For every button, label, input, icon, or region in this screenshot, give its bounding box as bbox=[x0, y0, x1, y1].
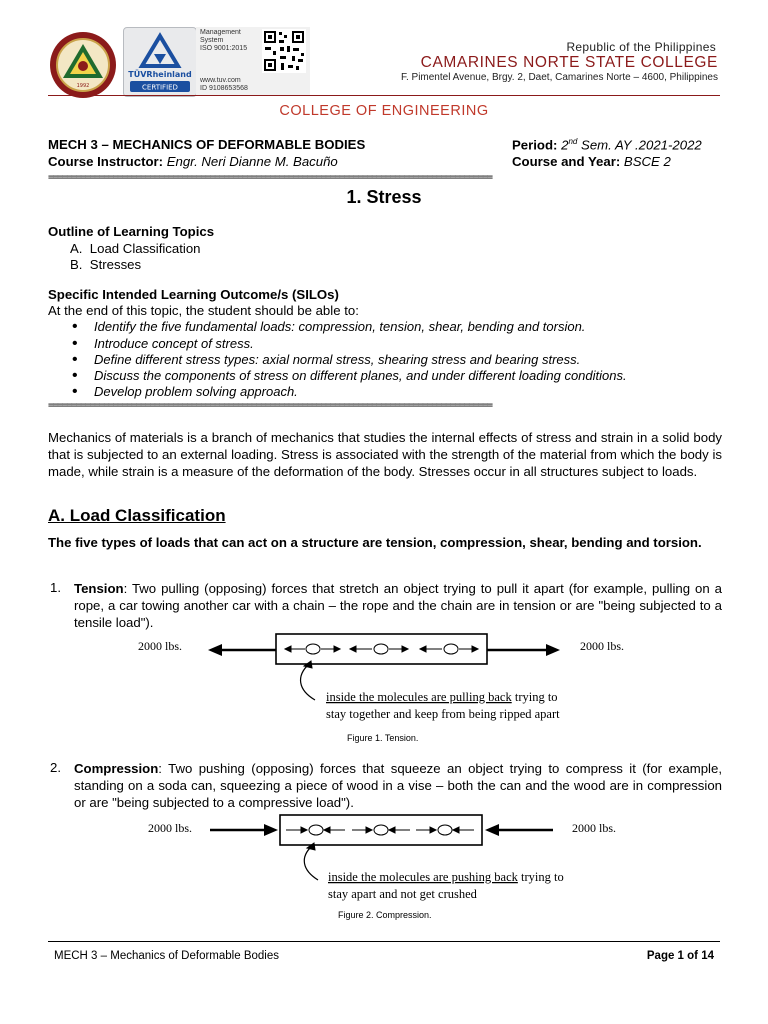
silo-heading: Specific Intended Learning Outcome/s (SILOs) bbox=[48, 287, 339, 302]
list-item-compression: Compression: Two pushing (opposing) forces that squeeze an object trying to compress it (for example, standing on a soda can, squeezing a piece of wood in a vise – both the can and the wood are in compression or are "being subjected to a compressive load"). bbox=[74, 761, 722, 810]
section-lead: The five types of loads that can act on a structure are tension, compression, shear, bending and torsion. bbox=[48, 535, 702, 550]
separator-line: ================================================================================================ bbox=[48, 400, 492, 411]
outline-heading: Outline of Learning Topics bbox=[48, 224, 215, 239]
college-name: CAMARINES NORTE STATE COLLEGE bbox=[420, 54, 718, 71]
outline-item: B. Stresses bbox=[70, 257, 142, 272]
department-name: COLLEGE OF ENGINEERING bbox=[279, 103, 489, 119]
bullet-icon: • bbox=[72, 383, 78, 400]
svg-text:1992: 1992 bbox=[76, 83, 90, 89]
left-load-label: 2000 lbs. bbox=[138, 639, 183, 653]
silo-bullet: Define different stress types: axial normal stress, shearing stress and bearing stress. bbox=[94, 352, 581, 367]
footer-divider bbox=[48, 941, 720, 942]
silo-bullet: Identify the five fundamental loads: compression, tension, shear, bending and torsion. bbox=[94, 319, 586, 334]
svg-text:inside the molecules are pulli: inside the molecules are pulling back trying to bbox=[326, 690, 558, 704]
svg-text:stay apart and not get crushed: stay apart and not get crushed bbox=[328, 887, 477, 901]
figure-caption: Figure 2. Compression. bbox=[338, 910, 432, 920]
silo-bullet: Develop problem solving approach. bbox=[94, 384, 298, 399]
list-number: 2. bbox=[50, 760, 61, 775]
silo-bullet: Discuss the components of stress on different planes, and under different loading conditions. bbox=[94, 368, 627, 383]
figure-tension bbox=[0, 632, 768, 752]
bullet-icon: • bbox=[72, 367, 78, 384]
course-year-info: Course and Year: BSCE 2 bbox=[512, 154, 671, 169]
bullet-icon: • bbox=[72, 318, 78, 335]
instructor-info: Course Instructor: Engr. Neri Dianne M. Bacuño bbox=[48, 154, 338, 169]
figure-compression bbox=[0, 812, 768, 929]
figure-caption: Figure 1. Tension. bbox=[347, 733, 419, 743]
list-number: 1. bbox=[50, 580, 61, 595]
republic-text: Republic of the Philippines bbox=[566, 40, 716, 54]
course-code-title: MECH 3 – MECHANICS OF DEFORMABLE BODIES bbox=[48, 137, 366, 152]
college-address: F. Pimentel Avenue, Brgy. 2, Daet, Camarines Norte – 4600, Philippines bbox=[400, 72, 718, 83]
page-number: Page 1 of 14 bbox=[646, 950, 714, 962]
svg-text:stay together and keep from be: stay together and keep from being ripped apart bbox=[326, 707, 560, 721]
bullet-icon: • bbox=[72, 335, 78, 352]
list-item-tension: Tension: Two pulling (opposing) forces that stretch an object trying to pull it apart (for example, pulling on a rope, a car towing another car with a chain – the rope and the chain are in tension or are "being subjected to a tensile load"). bbox=[74, 581, 722, 630]
left-load-label: 2000 lbs. bbox=[148, 821, 193, 835]
tuv-certification-logo bbox=[123, 27, 197, 97]
separator-line: ================================================================================================ bbox=[48, 172, 492, 183]
silo-bullet: Introduce concept of stress. bbox=[94, 336, 254, 351]
right-load-label: 2000 lbs. bbox=[572, 821, 617, 835]
svg-text:TÜVRheinland: TÜVRheinland bbox=[128, 70, 192, 79]
period-info: Period: 2nd Sem. AY .2021-2022 bbox=[512, 137, 702, 153]
svg-text:inside the molecules are pushi: inside the molecules are pushing back trying to bbox=[328, 870, 564, 884]
page-title: 1. Stress bbox=[346, 187, 422, 207]
iso-certificate-block: Management System ISO 9001:2015 www.tuv.com ID 9108653568 bbox=[196, 27, 310, 95]
silo-intro: At the end of this topic, the student should be able to: bbox=[48, 303, 359, 318]
intro-paragraph: Mechanics of materials is a branch of mechanics that studies the internal effects of stress and strain in a solid body that is subjected to an external loading. Stress is associated with the strength of the material from which the body is made, while strain is a measure of the deformation of the body. Stresses occur in all structures subject to loads. bbox=[48, 430, 722, 479]
footer-course: MECH 3 – Mechanics of Deformable Bodies bbox=[54, 950, 279, 962]
svg-text:CERTIFIED: CERTIFIED bbox=[142, 83, 178, 92]
outline-item: A. Load Classification bbox=[70, 241, 201, 256]
right-load-label: 2000 lbs. bbox=[580, 639, 625, 653]
qr-code-icon bbox=[262, 29, 306, 78]
college-seal-logo bbox=[48, 30, 118, 100]
header-divider bbox=[48, 95, 720, 96]
bullet-icon: • bbox=[72, 351, 78, 368]
section-heading: A. Load Classification bbox=[48, 506, 226, 525]
